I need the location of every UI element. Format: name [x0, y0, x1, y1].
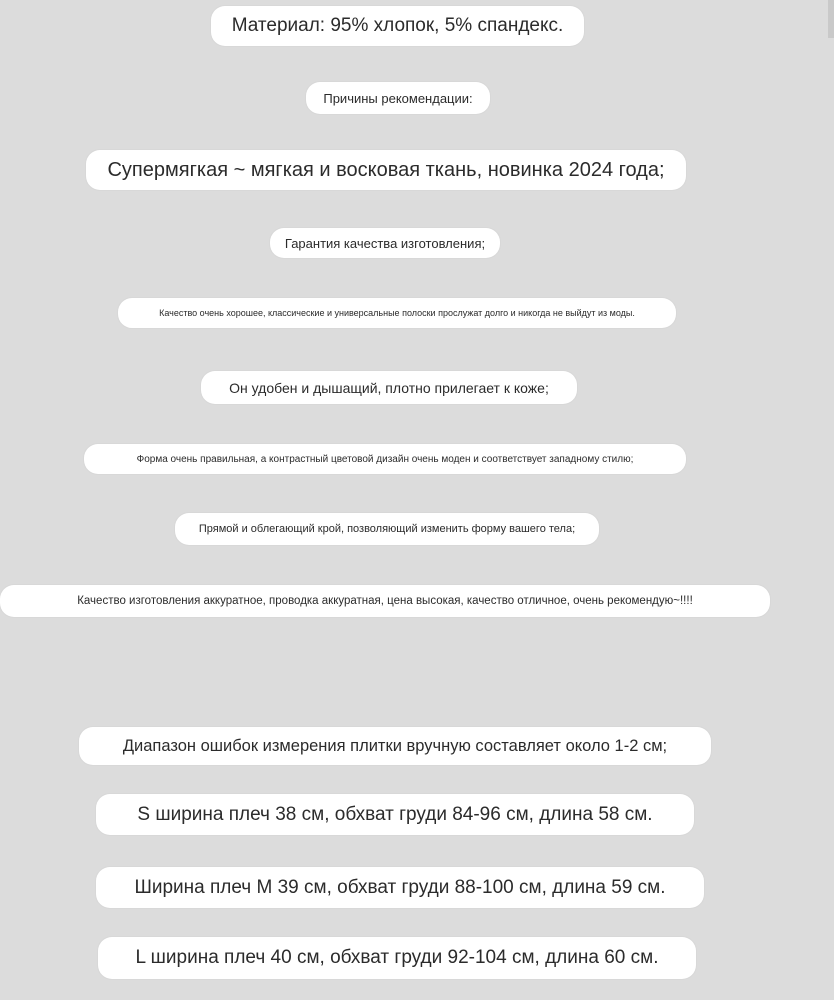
measurement-note: Диапазон ошибок измерения плитки вручную составляет около 1-2 см; [79, 727, 711, 765]
material-line: Материал: 95% хлопок, 5% спандекс. [211, 6, 584, 46]
edge-bar [828, 0, 834, 38]
feature-shape-design: Форма очень правильная, а контрастный цветовой дизайн очень моден и соответствует западному стилю; [84, 444, 686, 474]
size-m: Ширина плеч M 39 см, обхват груди 88-100 см, длина 59 см. [96, 867, 704, 908]
size-s: S ширина плеч 38 см, обхват груди 84-96 см, длина 58 см. [96, 794, 694, 835]
size-l: L ширина плеч 40 см, обхват груди 92-104 см, длина 60 см. [98, 937, 696, 979]
feature-quality-guarantee: Гарантия качества изготовления; [270, 228, 500, 258]
feature-workmanship: Качество изготовления аккуратное, проводка аккуратная, цена высокая, качество отличное, очень рекомендую~!!!! [0, 585, 770, 617]
feature-classic-stripes: Качество очень хорошее, классические и универсальные полоски прослужат долго и никогда не выйдут из моды. [118, 298, 676, 328]
recommendation-heading: Причины рекомендации: [306, 82, 490, 114]
feature-soft-fabric: Супермягкая ~ мягкая и восковая ткань, новинка 2024 года; [86, 150, 686, 190]
feature-comfort: Он удобен и дышащий, плотно прилегает к коже; [201, 371, 577, 404]
feature-fit: Прямой и облегающий крой, позволяющий изменить форму вашего тела; [175, 513, 599, 545]
